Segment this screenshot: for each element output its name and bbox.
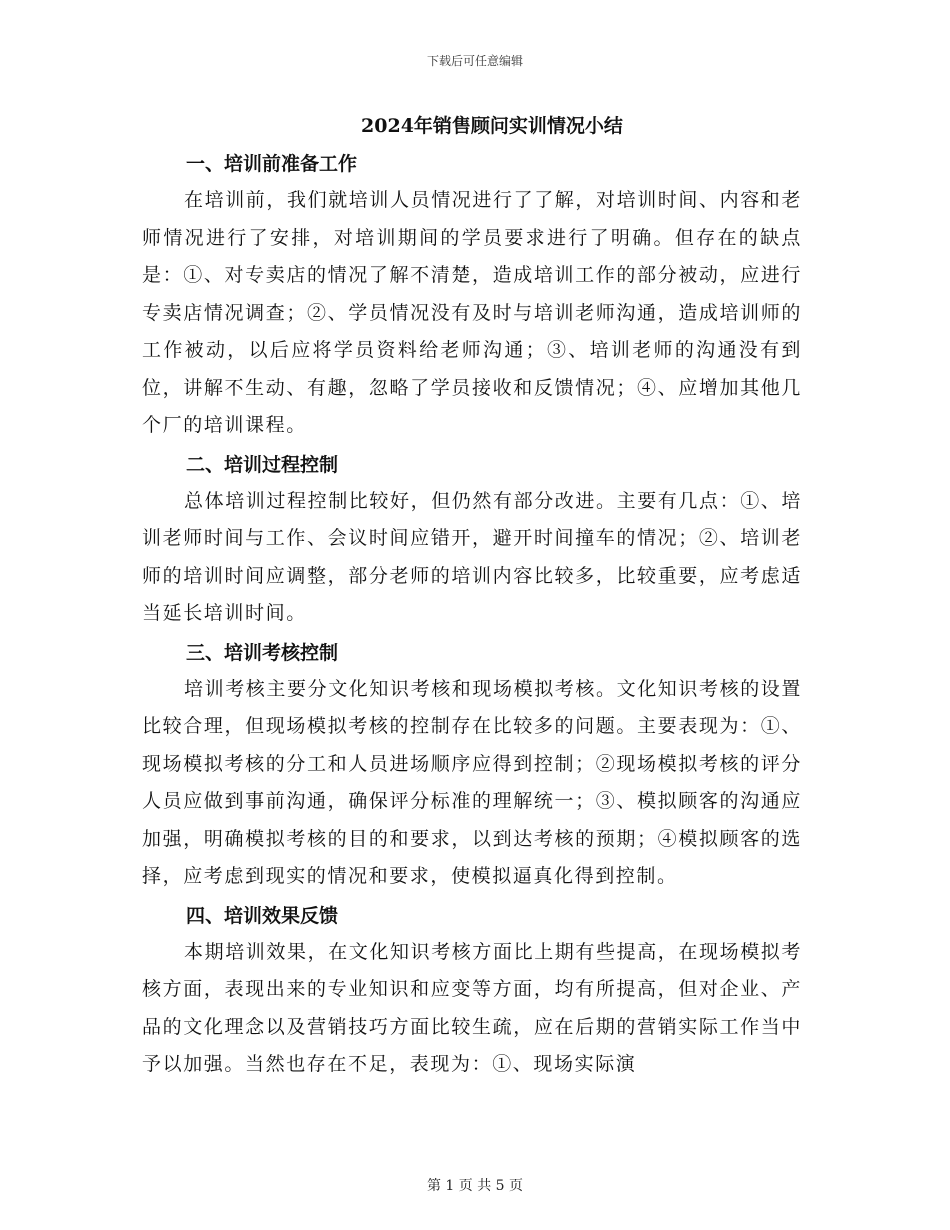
document-title: 2024年销售顾问实训情况小结 xyxy=(361,115,623,137)
page-header-note: 下载后可任意编辑 xyxy=(426,54,523,68)
section-heading-4: 四、培训效果反馈 xyxy=(186,904,339,927)
section-paragraph-1: 在培训前，我们就培训人员情况进行了了解，对培训时间、内容和老师情况进行了安排，对培训期间的学员要求进行了明确。但存在的缺点是：①、对专卖店的情况了解不清楚，造成培训工作的部分被动，应进行专卖店情况调查；②、学员情况没有及时与培训老师沟通，造成培训师的工作被动，以后应将学员资料给老师沟通；③、培训老师的沟通没有到位，讲解不生动、有趣，忽略了学员接收和反馈情况；④、应增加其他几个厂的培训课程。 xyxy=(142,189,803,436)
section-heading-2: 二、培训过程控制 xyxy=(186,453,339,476)
section-heading-1: 一、培训前准备工作 xyxy=(186,153,358,175)
section-paragraph-3: 培训考核主要分文化知识考核和现场模拟考核。文化知识考核的设置比较合理，但现场模拟考核的控制存在比较多的问题。主要表现为：①、现场模拟考核的分工和人员进场顺序应得到控制；②现场模拟考核的评分人员应做到事前沟通，确保评分标准的理解统一；③、模拟顾客的沟通应加强，明确模拟考核的目的和要求，以到达考核的预期；④模拟顾客的选择，应考虑到现实的情况和要求，使模拟逼真化得到控制。 xyxy=(142,677,803,887)
document-body xyxy=(142,108,802,1086)
section-paragraph-4: 本期培训效果，在文化知识考核方面比上期有些提高，在现场模拟考核方面，表现出来的专业知识和应变等方面，均有所提高，但对企业、产品的文化理念以及营销技巧方面比较生疏，应在后期的营销实际工作当中予以加强。当然也存在不足，表现为：①、现场实际演 xyxy=(142,940,803,1075)
page-number: 第 1 页 共 5 页 xyxy=(426,1178,524,1194)
section-heading-3: 三、培训考核控制 xyxy=(186,641,339,664)
section-paragraph-2: 总体培训过程控制比较好，但仍然有部分改进。主要有几点：①、培训老师时间与工作、会议时间应错开，避开时间撞车的情况；②、培训老师的培训时间应调整，部分老师的培训内容比较多，比较重要，应考虑适当延长培训时间。 xyxy=(142,489,803,624)
